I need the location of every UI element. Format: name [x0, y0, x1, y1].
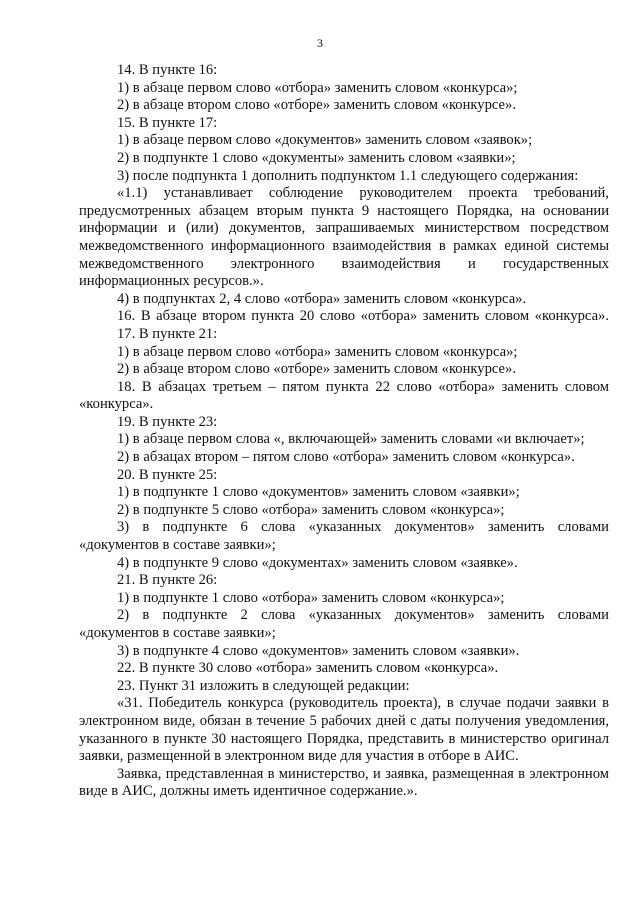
document-paragraph: 1) в абзаце первом слово «отбора» заменить словом «конкурса»;	[117, 79, 518, 96]
document-paragraph: 19. В пункте 23:	[117, 413, 218, 430]
document-paragraph: 1) в абзаце первом слово «отбора» заменить словом «конкурса»;	[117, 343, 518, 360]
document-paragraph: 1) в подпункте 1 слово «документов» заменить словом «заявки»;	[117, 484, 520, 501]
document-paragraph: 18. В абзацах третьем – пятом пункта 22 слово «отбора» заменить словом «конкурса».	[79, 378, 609, 413]
document-paragraph: 2) в абзацах втором – пятом слово «отбора» заменить словом «конкурса».	[117, 449, 575, 466]
document-paragraph: Заявка, представленная в министерство, и заявка, размещенная в электронном виде в АИС, должны иметь идентичное содержание.».	[79, 765, 609, 800]
document-paragraph: 3) в подпункте 6 слова «указанных документов» заменить словами «документов в составе заявки»;	[79, 519, 609, 554]
document-paragraph: 1) в абзаце первом слово «документов» заменить словом «заявок»;	[117, 132, 533, 149]
document-paragraph: 3) в подпункте 4 слово «документов» заменить словом «заявки».	[117, 642, 520, 659]
document-paragraph: 3) после подпункта 1 дополнить подпунктом 1.1 следующего содержания:	[117, 167, 579, 184]
document-paragraph: «31. Победитель конкурса (руководитель проекта), в случае подачи заявки в электронном виде, обязан в течение 5 рабочих дней с даты получения уведомления, указанного в пункте 30 настоящего Порядка, представить в министерство оригинал заявки, размещенной в электронном виде для участия в отборе в АИС.	[79, 695, 609, 765]
document-paragraph: 2) в подпункте 1 слово «документы» заменить словом «заявки»;	[117, 149, 516, 166]
document-paragraph: 21. В пункте 26:	[117, 572, 218, 589]
document-paragraph: 16. В абзаце втором пункта 20 слово «отбора» заменить словом «конкурса».	[117, 308, 609, 325]
document-paragraph: 4) в подпункте 9 слово «документах» заменить словом «заявке».	[117, 554, 518, 571]
document-paragraph: 2) в абзаце втором слово «отборе» заменить словом «конкурсе».	[117, 97, 516, 114]
document-paragraph: 14. В пункте 16:	[117, 62, 218, 78]
document-paragraph: 1) в абзаце первом слова «, включающей» заменить словами «и включает»;	[117, 431, 585, 448]
document-body	[79, 62, 609, 801]
document-paragraph: 2) в подпункте 5 слово «отбора» заменить словом «конкурса»;	[117, 501, 505, 518]
document-paragraph: 23. Пункт 31 изложить в следующей редакции:	[117, 677, 410, 694]
document-paragraph: 2) в подпункте 2 слова «указанных документов» заменить словами «документов в составе заявки»;	[79, 607, 609, 641]
page-number: 3	[317, 36, 323, 50]
document-paragraph: 1) в подпункте 1 слово «отбора» заменить словом «конкурса»;	[117, 589, 505, 606]
document-paragraph: 20. В пункте 25:	[117, 466, 218, 483]
document-paragraph: 2) в абзаце втором слово «отборе» заменить словом «конкурсе».	[117, 361, 516, 378]
document-paragraph: «1.1) устанавливает соблюдение руководителем проекта требований, предусмотренных абзацем вторым пункта 9 настоящего Порядка, на основании информации и (или) документов, запрашиваемых министерством посредством межведомственного информационного взаимодействия в рамках единой системы межведомственного электронного взаимодействия и государственных информационных ресурсов.».	[79, 185, 609, 290]
document-paragraph: 22. В пункте 30 слово «отбора» заменить словом «конкурса».	[117, 660, 499, 677]
document-paragraph: 4) в подпунктах 2, 4 слово «отбора» заменить словом «конкурса».	[117, 290, 527, 307]
document-paragraph: 17. В пункте 21:	[117, 325, 218, 342]
document-paragraph: 15. В пункте 17:	[117, 114, 218, 131]
